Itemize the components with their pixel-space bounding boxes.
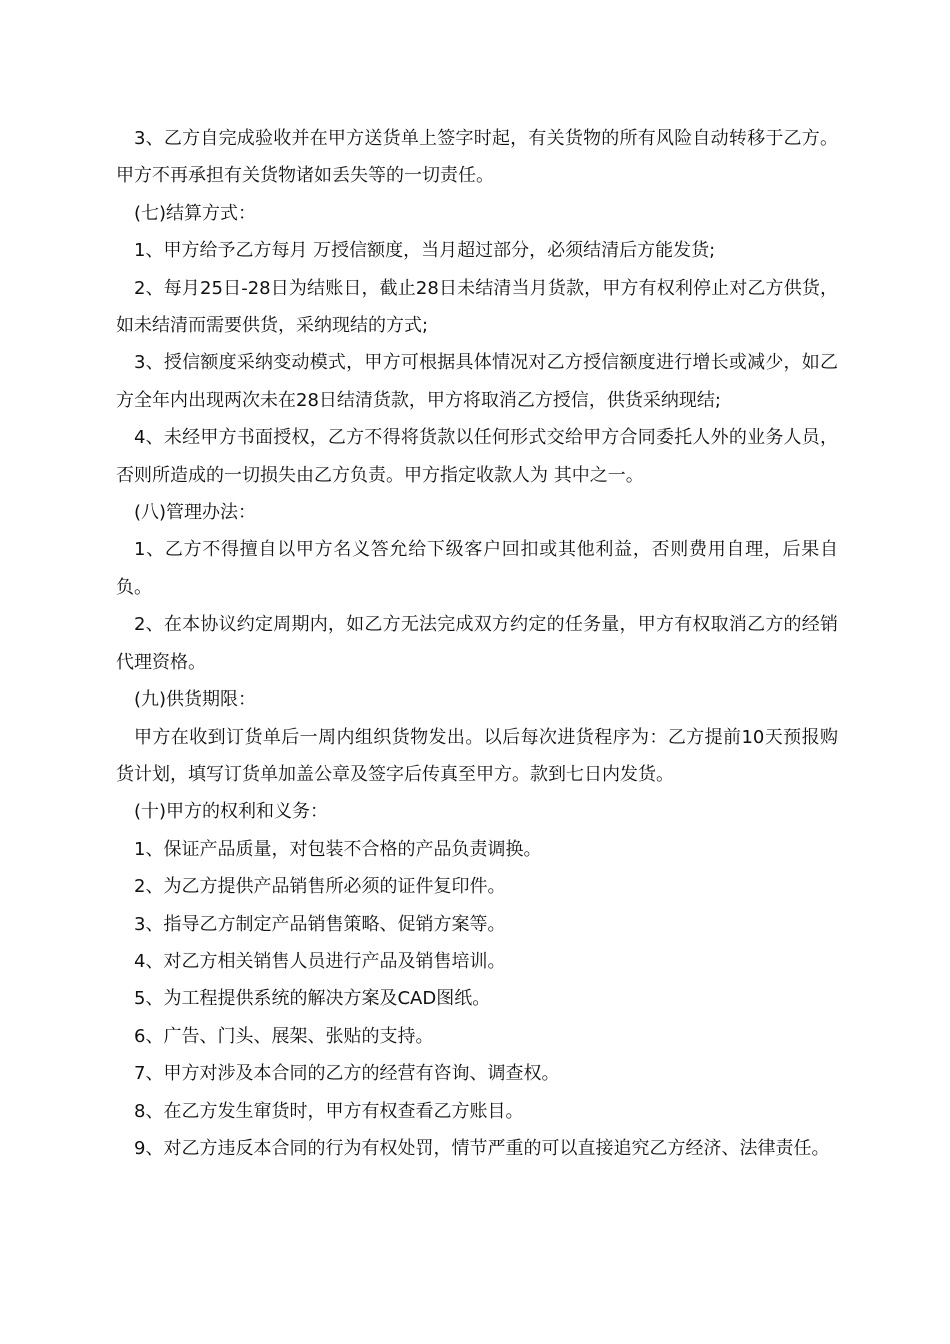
list-item: 2、为乙方提供产品销售所必须的证件复印件。 — [134, 876, 506, 898]
list-item: 4、对乙方相关销售人员进行产品及销售培训。 — [134, 950, 506, 972]
section-heading: (十)甲方的权利和义务： — [134, 801, 329, 823]
list-item: 6、广告、门头、展架、张贴的支持。 — [134, 1025, 434, 1047]
paragraph: 3、授信额度采纳变动模式，甲方可根据具体情况对乙方授信额度进行增长或减少，如乙方全年内出现两次未在28日结清货款，甲方将取消乙方授信，供货采纳现结; — [116, 352, 838, 411]
list-item: 1、保证产品质量，对包装不合格的产品负责调换。 — [134, 838, 542, 860]
section-heading: (九)供货期限： — [134, 689, 257, 711]
list-item: 9、对乙方违反本合同的行为有权处罚，情节严重的可以直接追究乙方经济、法律责任。 — [134, 1137, 830, 1159]
section-heading: (八)管理办法： — [134, 502, 257, 524]
paragraph: 1、甲方给予乙方每月 万授信额度，当月超过部分，必须结清后方能发货; — [134, 240, 716, 262]
paragraph: 2、在本协议约定周期内，如乙方无法完成双方约定的任务量，甲方有权取消乙方的经销代理资格。 — [116, 614, 838, 673]
list-item: 7、甲方对涉及本合同的乙方的经营有咨询、调查权。 — [134, 1063, 560, 1085]
paragraph: 2、每月25日-28日为结账日，截止28日未结清当月货款，甲方有权利停止对乙方供货，如未结清而需要供货，采纳现结的方式; — [116, 277, 838, 337]
paragraph: 甲方在收到订货单后一周内组织货物发出。以后每次进货程序为：乙方提前10天预报购货计划，填写订货单加盖公章及签字后传真至甲方。款到七日内发货。 — [116, 726, 838, 785]
list-item: 3、指导乙方制定产品销售策略、促销方案等。 — [134, 913, 506, 935]
list-item: 5、为工程提供系统的解决方案及CAD图纸。 — [134, 988, 491, 1010]
section-heading: (七)结算方式： — [134, 202, 257, 224]
paragraph: 4、未经甲方书面授权，乙方不得将货款以任何形式交给甲方合同委托人外的业务人员，否则所造成的一切损失由乙方负责。甲方指定收款人为 其中之一。 — [116, 427, 838, 486]
paragraph: 1、乙方不得擅自以甲方名义答允给下级客户回扣或其他利益，否则费用自理，后果自负。 — [116, 539, 838, 598]
list-item: 8、在乙方发生窜货时，甲方有权查看乙方账目。 — [134, 1100, 524, 1122]
paragraph: 3、乙方自完成验收并在甲方送货单上签字时起，有关货物的所有风险自动转移于乙方。甲方不再承担有关货物诸如丢失等的一切责任。 — [116, 128, 838, 187]
document-body — [116, 120, 838, 1167]
